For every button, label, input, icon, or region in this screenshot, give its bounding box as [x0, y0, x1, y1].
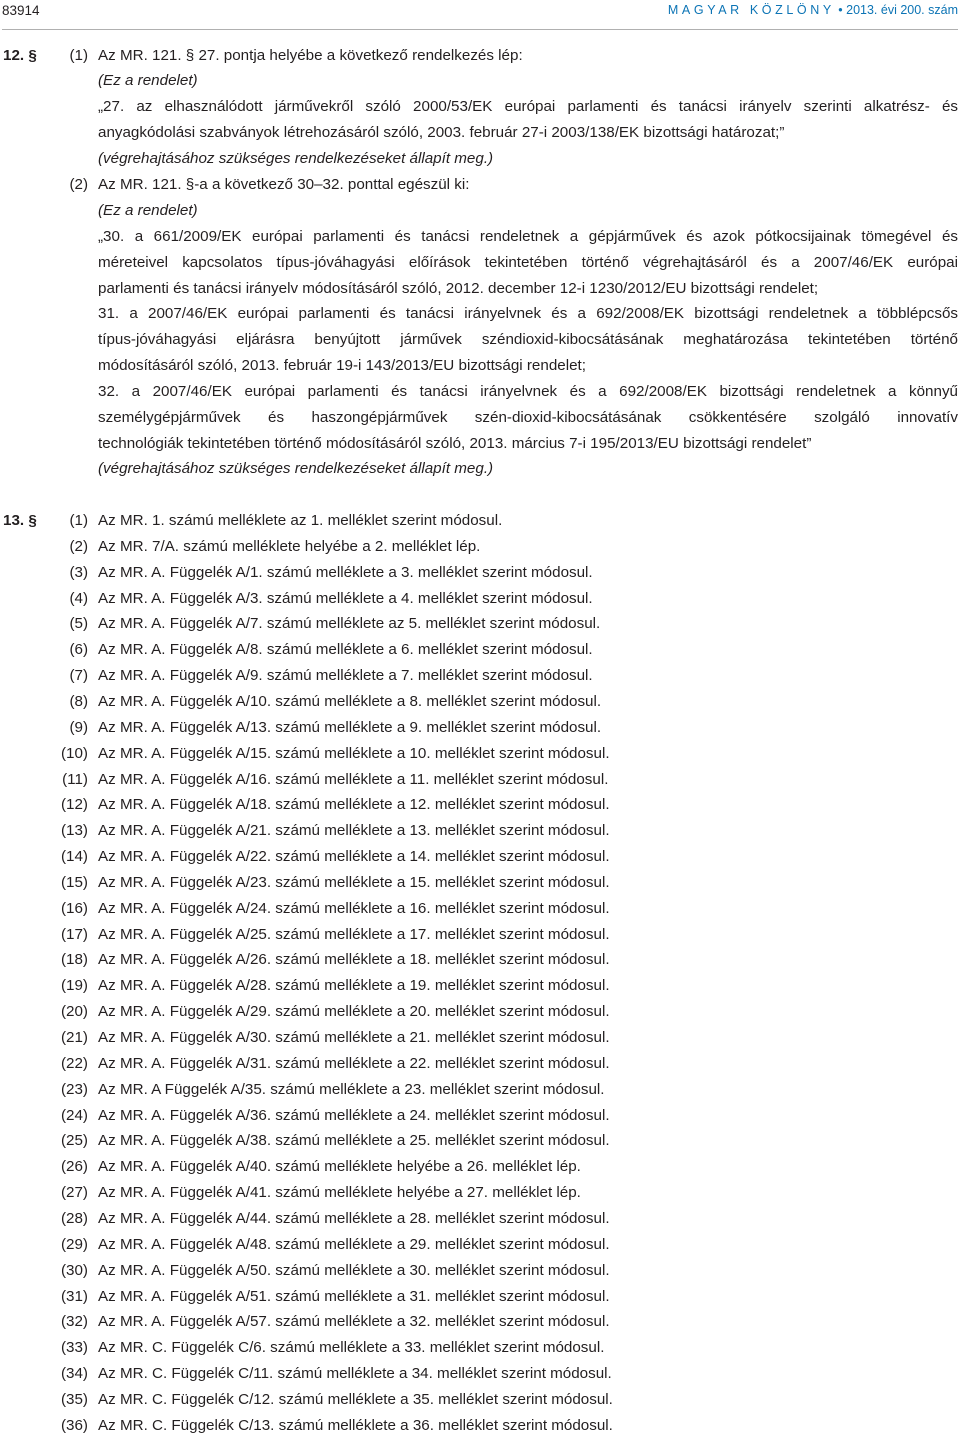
- list-item-text: Az MR. A. Függelék A/16. számú melléklete a 11. melléklet szerint módosul.: [98, 771, 609, 788]
- ez-a-rendelet: (Ez a rendelet): [98, 202, 198, 219]
- closing-clause: (végrehajtásához szükséges rendelkezéseket állapít meg.): [98, 150, 494, 167]
- list-item-text: Az MR. C. Függelék C/11. számú melléklete a 34. melléklet szerint módosul.: [98, 1365, 612, 1382]
- amendment-text-line: anyagkódolási szabványok létrehozásáról szóló, 2003. február 27-i 2003/138/EK bizottsági határozat;”: [98, 124, 785, 141]
- list-item-number: (32): [60, 1313, 88, 1330]
- point-32-line: személygépjárművek és haszongépjárművek szén-dioxid-kibocsátásának csökkentésére szolgáló innovatív: [98, 409, 958, 426]
- list-item-text: Az MR. 7/A. számú melléklete helyébe a 2. melléklet lép.: [98, 538, 481, 555]
- list-item-number: (8): [69, 693, 88, 710]
- list-item-text: Az MR. A. Függelék A/28. számú melléklete a 19. melléklet szerint módosul.: [98, 977, 610, 994]
- list-item-number: (15): [60, 874, 88, 891]
- journal-name: MAGYAR KÖZLÖNY: [667, 3, 835, 17]
- list-item-number: (17): [60, 926, 88, 943]
- point-30-line: parlamenti és tanácsi irányelv módosításáról szóló, 2012. december 12-i 1230/2012/EU bizottsági rendelet;: [98, 280, 819, 297]
- list-item-text: Az MR. A. Függelék A/50. számú melléklete a 30. melléklet szerint módosul.: [98, 1262, 610, 1279]
- list-item-text: Az MR. A. Függelék A/24. számú melléklete a 16. melléklet szerint módosul.: [98, 900, 610, 917]
- list-item-text: Az MR. A. Függelék A/18. számú melléklete a 12. melléklet szerint módosul.: [98, 796, 610, 813]
- list-item-text: Az MR. A. Függelék A/7. számú melléklete az 5. melléklet szerint módosul.: [98, 615, 601, 632]
- page-header: [2, 3, 958, 23]
- list-item-text: Az MR. A. Függelék A/40. számú melléklete helyébe a 26. melléklet lép.: [98, 1158, 581, 1175]
- list-item-number: (36): [60, 1417, 88, 1434]
- list-item-number: (33): [60, 1339, 88, 1356]
- list-item-number: (11): [62, 771, 88, 788]
- header-divider: [2, 29, 958, 30]
- list-item-number: (25): [60, 1132, 88, 1149]
- point-32-line: technológiák tekintetében történő módosításáról szóló, 2013. március 7-i 195/2013/EU bizottsági rendelet”: [98, 435, 812, 452]
- list-item-text: Az MR. A. Függelék A/30. számú melléklete a 21. melléklet szerint módosul.: [98, 1029, 610, 1046]
- list-item-number: (3): [69, 564, 88, 581]
- section-13-label: 13. §: [3, 512, 37, 529]
- list-item-text: Az MR. A. Függelék A/3. számú melléklete a 4. melléklet szerint módosul.: [98, 590, 593, 607]
- list-item-text: Az MR. A. Függelék A/48. számú melléklete a 29. melléklet szerint módosul.: [98, 1236, 610, 1253]
- list-item-number: (6): [69, 641, 88, 658]
- list-item-text: Az MR. A. Függelék A/10. számú melléklete a 8. melléklet szerint módosul.: [98, 693, 602, 710]
- list-item-number: (13): [60, 822, 88, 839]
- section-12-label: 12. §: [3, 47, 37, 64]
- list-item-number: (31): [60, 1288, 88, 1305]
- issue-label: • 2013. évi 200. szám: [838, 3, 958, 17]
- list-item-number: (28): [60, 1210, 88, 1227]
- list-item-number: (19): [60, 977, 88, 994]
- list-item-text: Az MR. A. Függelék A/8. számú melléklete a 6. melléklet szerint módosul.: [98, 641, 593, 658]
- list-item-number: (9): [69, 719, 88, 736]
- point-30-line: méreteivel kapcsolatos típus-jóváhagyási előírások tekintetében történő végrehajtásáról és a 2007/46/EK európai: [98, 254, 958, 271]
- list-item-number: (24): [60, 1107, 88, 1124]
- list-item-text: Az MR. A. Függelék A/21. számú melléklete a 13. melléklet szerint módosul.: [98, 822, 610, 839]
- list-item-text: Az MR. A. Függelék A/57. számú melléklete a 32. melléklet szerint módosul.: [98, 1313, 610, 1330]
- list-item-number: (7): [69, 667, 88, 684]
- list-item-text: Az MR. A Függelék A/35. számú melléklete a 23. melléklet szerint módosul.: [98, 1081, 605, 1098]
- list-item-number: (30): [60, 1262, 88, 1279]
- paragraph-number: (1): [69, 47, 88, 64]
- list-item-text: Az MR. A. Függelék A/25. számú melléklete a 17. melléklet szerint módosul.: [98, 926, 610, 943]
- list-item-number: (35): [60, 1391, 88, 1408]
- list-item-text: Az MR. A. Függelék A/36. számú melléklete a 24. melléklet szerint módosul.: [98, 1107, 610, 1124]
- list-item-text: Az MR. A. Függelék A/29. számú melléklete a 20. melléklet szerint módosul.: [98, 1003, 610, 1020]
- list-item-text: Az MR. A. Függelék A/31. számú melléklete a 22. melléklet szerint módosul.: [98, 1055, 610, 1072]
- paragraph-intro: Az MR. 121. §-a a következő 30–32. ponttal egészül ki:: [98, 176, 470, 193]
- list-item-number: (34): [60, 1365, 88, 1382]
- list-item-number: (27): [60, 1184, 88, 1201]
- ez-a-rendelet: (Ez a rendelet): [98, 72, 198, 89]
- journal-title: [668, 3, 958, 17]
- list-item-number: (20): [60, 1003, 88, 1020]
- list-item-number: (18): [60, 951, 88, 968]
- list-item-text: Az MR. C. Függelék C/12. számú melléklete a 35. melléklet szerint módosul.: [98, 1391, 613, 1408]
- point-30-line: „30. a 661/2009/EK európai parlamenti és tanácsi rendeletnek a gépjárművek és azok pótkocsijainak tömegével és: [98, 228, 958, 245]
- list-item-text: Az MR. A. Függelék A/41. számú melléklete helyébe a 27. melléklet lép.: [98, 1184, 581, 1201]
- list-item-number: (1): [69, 512, 88, 529]
- list-item-text: Az MR. A. Függelék A/44. számú melléklete a 28. melléklet szerint módosul.: [98, 1210, 610, 1227]
- list-item-number: (29): [60, 1236, 88, 1253]
- list-item-number: (5): [69, 615, 88, 632]
- list-item-text: Az MR. A. Függelék A/22. számú melléklete a 14. melléklet szerint módosul.: [98, 848, 610, 865]
- list-item-number: (12): [60, 796, 88, 813]
- list-item-number: (26): [60, 1158, 88, 1175]
- point-31-line: típus-jóváhagyási eljárásra benyújtott járművek széndioxid-kibocsátásának meghatározása tekintetében történő: [98, 331, 958, 348]
- list-item-number: (23): [60, 1081, 88, 1098]
- closing-clause: (végrehajtásához szükséges rendelkezéseket állapít meg.): [98, 460, 494, 477]
- point-31-line: módosításáról szóló, 2013. február 19-i 143/2013/EU bizottsági rendelet;: [98, 357, 586, 374]
- point-32-line: 32. a 2007/46/EK európai parlamenti és tanácsi irányelvnek és a 692/2008/EK bizottsági rendeletnek a könnyű: [98, 383, 958, 400]
- page-number: 83914: [2, 3, 40, 18]
- list-item-text: Az MR. A. Függelék A/9. számú melléklete a 7. melléklet szerint módosul.: [98, 667, 593, 684]
- list-item-text: Az MR. A. Függelék A/51. számú melléklete a 31. melléklet szerint módosul.: [98, 1288, 610, 1305]
- list-item-text: Az MR. A. Függelék A/38. számú melléklete a 25. melléklet szerint módosul.: [98, 1132, 610, 1149]
- list-item-text: Az MR. A. Függelék A/26. számú melléklete a 18. melléklet szerint módosul.: [98, 951, 610, 968]
- list-item-number: (4): [69, 590, 88, 607]
- list-item-number: (2): [69, 538, 88, 555]
- list-item-text: Az MR. C. Függelék C/6. számú melléklete a 33. melléklet szerint módosul.: [98, 1339, 605, 1356]
- list-item-number: (22): [60, 1055, 88, 1072]
- amendment-text-line: „27. az elhasználódott járművekről szóló 2000/53/EK európai parlamenti és tanácsi irányelv szerinti alkatrész- és: [98, 98, 958, 115]
- list-item-text: Az MR. A. Függelék A/1. számú melléklete a 3. melléklet szerint módosul.: [98, 564, 593, 581]
- list-item-text: Az MR. C. Függelék C/13. számú melléklete a 36. melléklet szerint módosul.: [98, 1417, 613, 1434]
- list-item-text: Az MR. A. Függelék A/23. számú melléklete a 15. melléklet szerint módosul.: [98, 874, 610, 891]
- list-item-number: (10): [60, 745, 88, 762]
- list-item-number: (14): [60, 848, 88, 865]
- list-item-text: Az MR. A. Függelék A/15. számú melléklete a 10. melléklet szerint módosul.: [98, 745, 610, 762]
- list-item-number: (21): [60, 1029, 88, 1046]
- list-item-number: (16): [60, 900, 88, 917]
- list-item-text: Az MR. A. Függelék A/13. számú melléklete a 9. melléklet szerint módosul.: [98, 719, 602, 736]
- list-item-text: Az MR. 1. számú melléklete az 1. melléklet szerint módosul.: [98, 512, 503, 529]
- paragraph-intro: Az MR. 121. § 27. pontja helyébe a következő rendelkezés lép:: [98, 47, 523, 64]
- point-31-line: 31. a 2007/46/EK európai parlamenti és tanácsi irányelvnek és a 692/2008/EK bizottsági rendeletnek a többlépcsős: [98, 305, 958, 322]
- paragraph-number: (2): [69, 176, 88, 193]
